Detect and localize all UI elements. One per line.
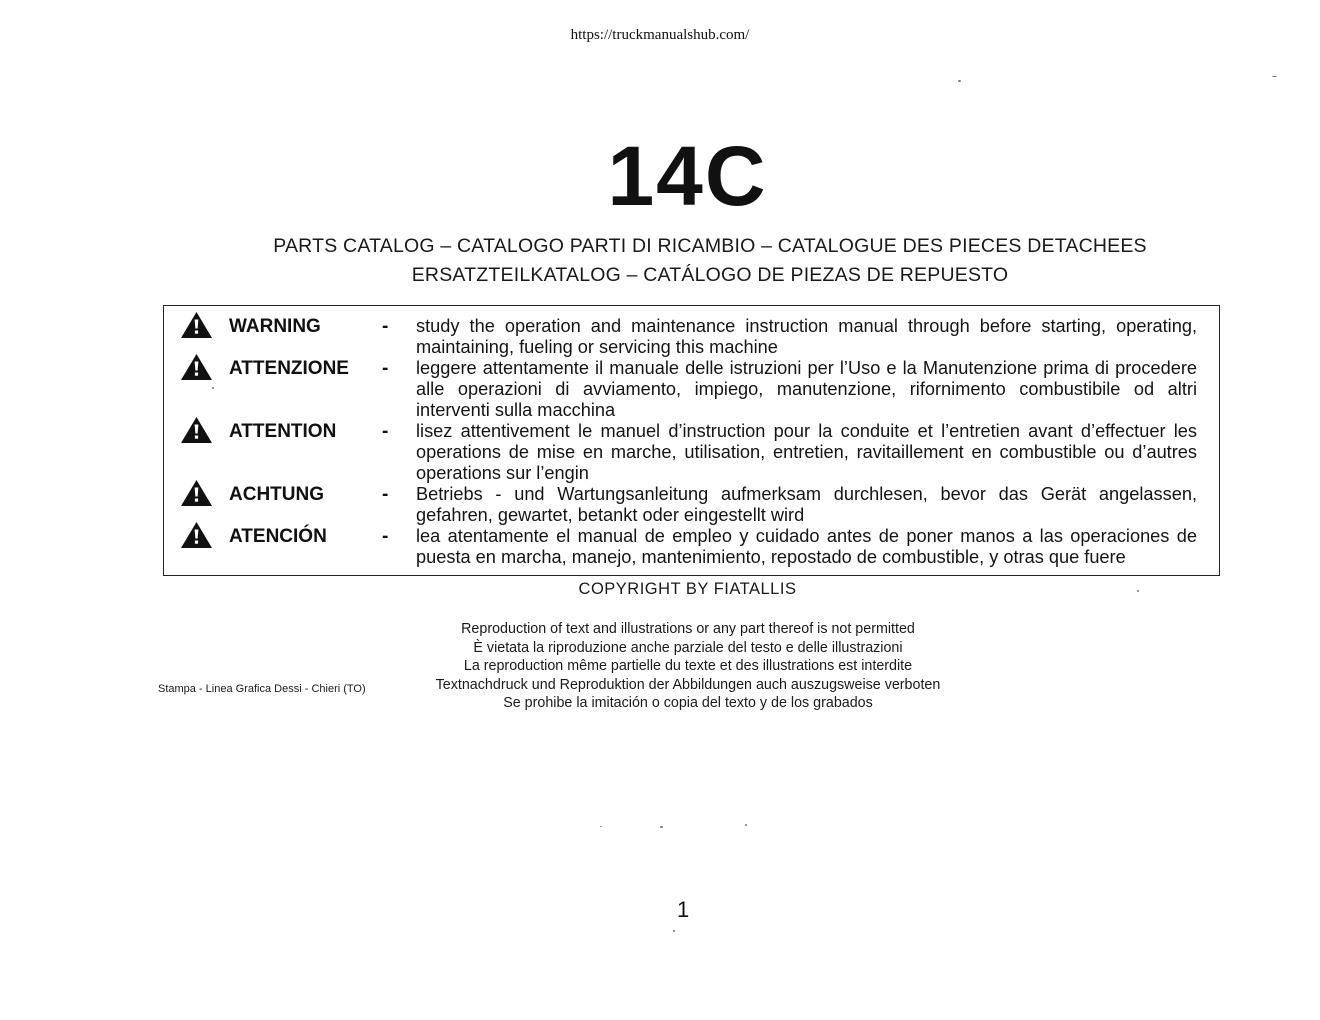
page-number: 1 [677,897,690,922]
warning-triangle-icon [180,311,213,339]
warning-label: ACHTUNG [229,484,324,505]
scan-speck [1272,76,1277,77]
catalog-subtitle-line-1: PARTS CATALOG – CATALOGO PARTI DI RICAMBIO – CATALOGUE DES PIECES DETACHEES [273,235,1147,257]
model-title: 14C [607,129,768,223]
scan-speck [958,80,961,82]
warning-separator: - [382,421,389,442]
reproduction-line-italian: È vietata la riproduzione anche parziale del testo e delle illustrazioni [473,639,903,656]
warning-label: WARNING [229,316,321,337]
warning-triangle-icon [180,416,213,444]
reproduction-line-spanish: Se prohibe la imitación o copia del texto y de los grabados [503,695,873,712]
warning-triangle-icon [180,353,213,381]
warning-triangle-icon [180,479,213,507]
scan-speck [1137,590,1139,592]
warning-separator: - [382,484,389,505]
warning-text: lisez attentivement le manuel d’instruction pour la conduite et l’entretien avant d’effectuer les operations de mise en marche, utilisation, entretien, ravitaillement en combustible ou d’autres operations sur l’engin [416,421,1197,483]
reproduction-line-french: La reproduction même partielle du texte et des illustrations est interdite [463,658,913,675]
scan-speck [660,826,663,828]
scan-speck [745,824,747,826]
warning-label: ATTENZIONE [229,358,349,379]
warning-triangle-icon [180,521,213,549]
warning-separator: - [382,316,389,337]
catalog-subtitle-line-2: ERSATZTEILKATALOG – CATÁLOGO DE PIEZAS DE REPUESTO [411,264,1009,286]
printer-credit: Stampa - Linea Grafica Dessi - Chieri (TO) [158,683,366,695]
warning-text: lea atentamente el manual de empleo y cuidado antes de poner manos a las operaciones de puesta en marcha, manejo, mantenimiento, repostado de combustible, y otras que fuere [416,526,1197,567]
warning-label: ATTENTION [229,421,337,442]
scan-speck [212,387,214,389]
warning-text: study the operation and maintenance instruction manual through before starting, operating, maintaining, fueling or servicing this machine [416,316,1197,357]
warning-separator: - [382,526,389,547]
scan-speck [600,826,602,827]
warning-text: leggere attentamente il manuale delle istruzioni per l’Uso e la Manutenzione prima di procedere alle operazioni di avviamento, impiego, manutenzione, rifornimento combustibile od altri interventi sulla macchina [416,358,1197,420]
warning-separator: - [382,358,389,379]
reproduction-notice [388,620,988,713]
warning-label: ATENCIÓN [229,526,327,547]
reproduction-line-german: Textnachdruck und Reproduktion der Abbildungen auch auszugsweise verboten [435,676,941,693]
warning-text: Betriebs - und Wartungsanleitung aufmerksam durchlesen, bevor das Gerät angelassen, gefahren, gewartet, betankt oder eingestellt wird [416,484,1197,525]
safety-warning-box [163,305,1220,576]
copyright-notice: COPYRIGHT BY FIATALLIS [578,580,797,598]
scan-speck [673,930,675,932]
source-url: https://truckmanualshub.com/ [570,27,750,43]
reproduction-line-english: Reproduction of text and illustrations or any part thereof is not permitted [461,621,915,637]
